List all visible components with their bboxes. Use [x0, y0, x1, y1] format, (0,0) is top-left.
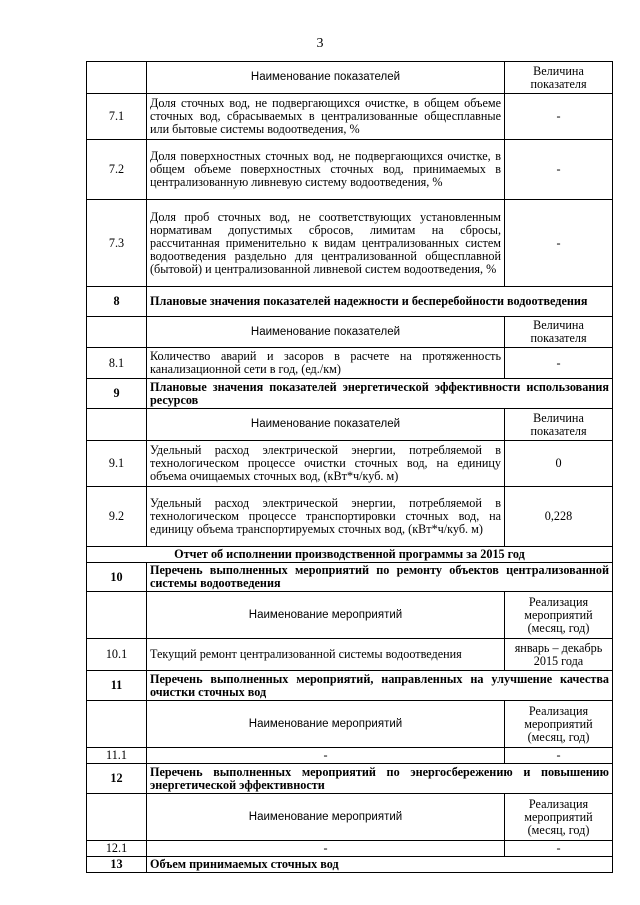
- section-number-cell: 11: [87, 671, 147, 701]
- indicator-value-cell: -: [505, 200, 613, 287]
- table-row-header: [87, 592, 613, 639]
- table-row-header: [87, 62, 613, 94]
- section-title-cell: Перечень выполненных мероприятий, направленных на улучшение качества очистки сточных вод: [147, 671, 613, 701]
- row-number-cell: 12.1: [87, 841, 147, 857]
- row-number-cell: [87, 592, 147, 639]
- section-number-cell: 10: [87, 563, 147, 592]
- section-number-cell: 13: [87, 857, 147, 873]
- report-heading-cell: Отчет об исполнении производственной программы за 2015 год: [87, 547, 613, 563]
- section-title-cell: Объем принимаемых сточных вод: [147, 857, 613, 873]
- row-number-cell: [87, 62, 147, 94]
- table-row-item: [87, 348, 613, 379]
- row-number-cell: 9.2: [87, 487, 147, 547]
- section-title-cell: Перечень выполненных мероприятий по энергосбережению и повышению энергетической эффективности: [147, 764, 613, 794]
- table-row-item: [87, 200, 613, 287]
- table-row-section: [87, 857, 613, 873]
- table-row-item: [87, 140, 613, 200]
- section-number-cell: 12: [87, 764, 147, 794]
- page-number: 3: [316, 36, 324, 51]
- column-header-name: Наименование мероприятий: [147, 592, 505, 639]
- table-row-section: [87, 379, 613, 409]
- column-header-name: Наименование показателей: [147, 62, 505, 94]
- indicator-name-cell: Количество аварий и засоров в расчете на протяженность канализационной сети в год, (ед./км): [147, 348, 505, 379]
- column-header-name: Наименование показателей: [147, 409, 505, 441]
- column-header-value: Величина показателя: [505, 409, 613, 441]
- section-number-cell: 8: [87, 287, 147, 317]
- indicator-name-cell: Удельный расход электрической энергии, потребляемой в технологическом процессе транспортировки сточных вод, на единицу объема транспортируемых сточных вод, (кВт*ч/куб. м): [147, 487, 505, 547]
- column-header-value: Реализация мероприятий (месяц, год): [505, 701, 613, 748]
- section-title-cell: Перечень выполненных мероприятий по ремонту объектов централизованной системы водоотведения: [147, 563, 613, 592]
- indicator-value-cell: 0,228: [505, 487, 613, 547]
- column-header-name: Наименование мероприятий: [147, 701, 505, 748]
- table-row-item: [87, 441, 613, 487]
- indicator-name-cell: Доля поверхностных сточных вод, не подвергающихся очистке, в общем объеме поверхностных сточных вод, принимаемых в централизованную ливневую систему водоотведения, %: [147, 140, 505, 200]
- section-title-cell: Плановые значения показателей надежности и бесперебойности водоотведения: [147, 287, 613, 317]
- column-header-name: Наименование мероприятий: [147, 794, 505, 841]
- indicators-table: [86, 61, 613, 873]
- table-row-section: [87, 764, 613, 794]
- column-header-value: Реализация мероприятий (месяц, год): [505, 592, 613, 639]
- row-number-cell: 7.3: [87, 200, 147, 287]
- table-row-header: [87, 794, 613, 841]
- table-row-item: [87, 639, 613, 671]
- indicator-value-cell: 0: [505, 441, 613, 487]
- table-row-item: [87, 94, 613, 140]
- table-row-item: [87, 841, 613, 857]
- table-row-header: [87, 317, 613, 348]
- row-number-cell: 11.1: [87, 748, 147, 764]
- column-header-value: Величина показателя: [505, 317, 613, 348]
- table-row-section: [87, 671, 613, 701]
- table-row-header: [87, 409, 613, 441]
- column-header-name: Наименование показателей: [147, 317, 505, 348]
- table-row-header: [87, 701, 613, 748]
- table-row-section: [87, 563, 613, 592]
- indicator-value-cell: январь – декабрь 2015 года: [505, 639, 613, 671]
- indicator-value-cell: -: [505, 94, 613, 140]
- indicator-name-cell: Доля сточных вод, не подвергающихся очистке, в общем объеме сточных вод, сбрасываемых в централизованные общесплавные или бытовые системы водоотведения, %: [147, 94, 505, 140]
- row-number-cell: 9.1: [87, 441, 147, 487]
- row-number-cell: 7.2: [87, 140, 147, 200]
- row-number-cell: 10.1: [87, 639, 147, 671]
- indicator-name-cell: Доля проб сточных вод, не соответствующих установленным нормативам допустимых сбросов, лимитам на сбросы, рассчитанная применительно к видам централизованных систем водоотведения раздельно для централизованной общесплавной (бытовой) и централизованной ливневой систем водоотведения, %: [147, 200, 505, 287]
- indicator-value-cell: -: [505, 841, 613, 857]
- table-row-section: [87, 287, 613, 317]
- row-number-cell: [87, 701, 147, 748]
- indicator-name-cell: Текущий ремонт централизованной системы водоотведения: [147, 639, 505, 671]
- indicator-value-cell: -: [505, 140, 613, 200]
- table-row-item: [87, 487, 613, 547]
- section-number-cell: 9: [87, 379, 147, 409]
- indicator-name-cell: -: [147, 841, 505, 857]
- indicator-name-cell: Удельный расход электрической энергии, потребляемой в технологическом процессе очистки сточных вод, на единицу объема очищаемых сточных вод, (кВт*ч/куб. м): [147, 441, 505, 487]
- row-number-cell: [87, 317, 147, 348]
- table-row-item: [87, 748, 613, 764]
- indicator-value-cell: -: [505, 748, 613, 764]
- row-number-cell: [87, 409, 147, 441]
- row-number-cell: 7.1: [87, 94, 147, 140]
- indicator-value-cell: -: [505, 348, 613, 379]
- indicator-name-cell: -: [147, 748, 505, 764]
- column-header-value: Реализация мероприятий (месяц, год): [505, 794, 613, 841]
- section-title-cell: Плановые значения показателей энергетической эффективности использования ресурсов: [147, 379, 613, 409]
- row-number-cell: [87, 794, 147, 841]
- table-row-report: [87, 547, 613, 563]
- row-number-cell: 8.1: [87, 348, 147, 379]
- column-header-value: Величина показателя: [505, 62, 613, 94]
